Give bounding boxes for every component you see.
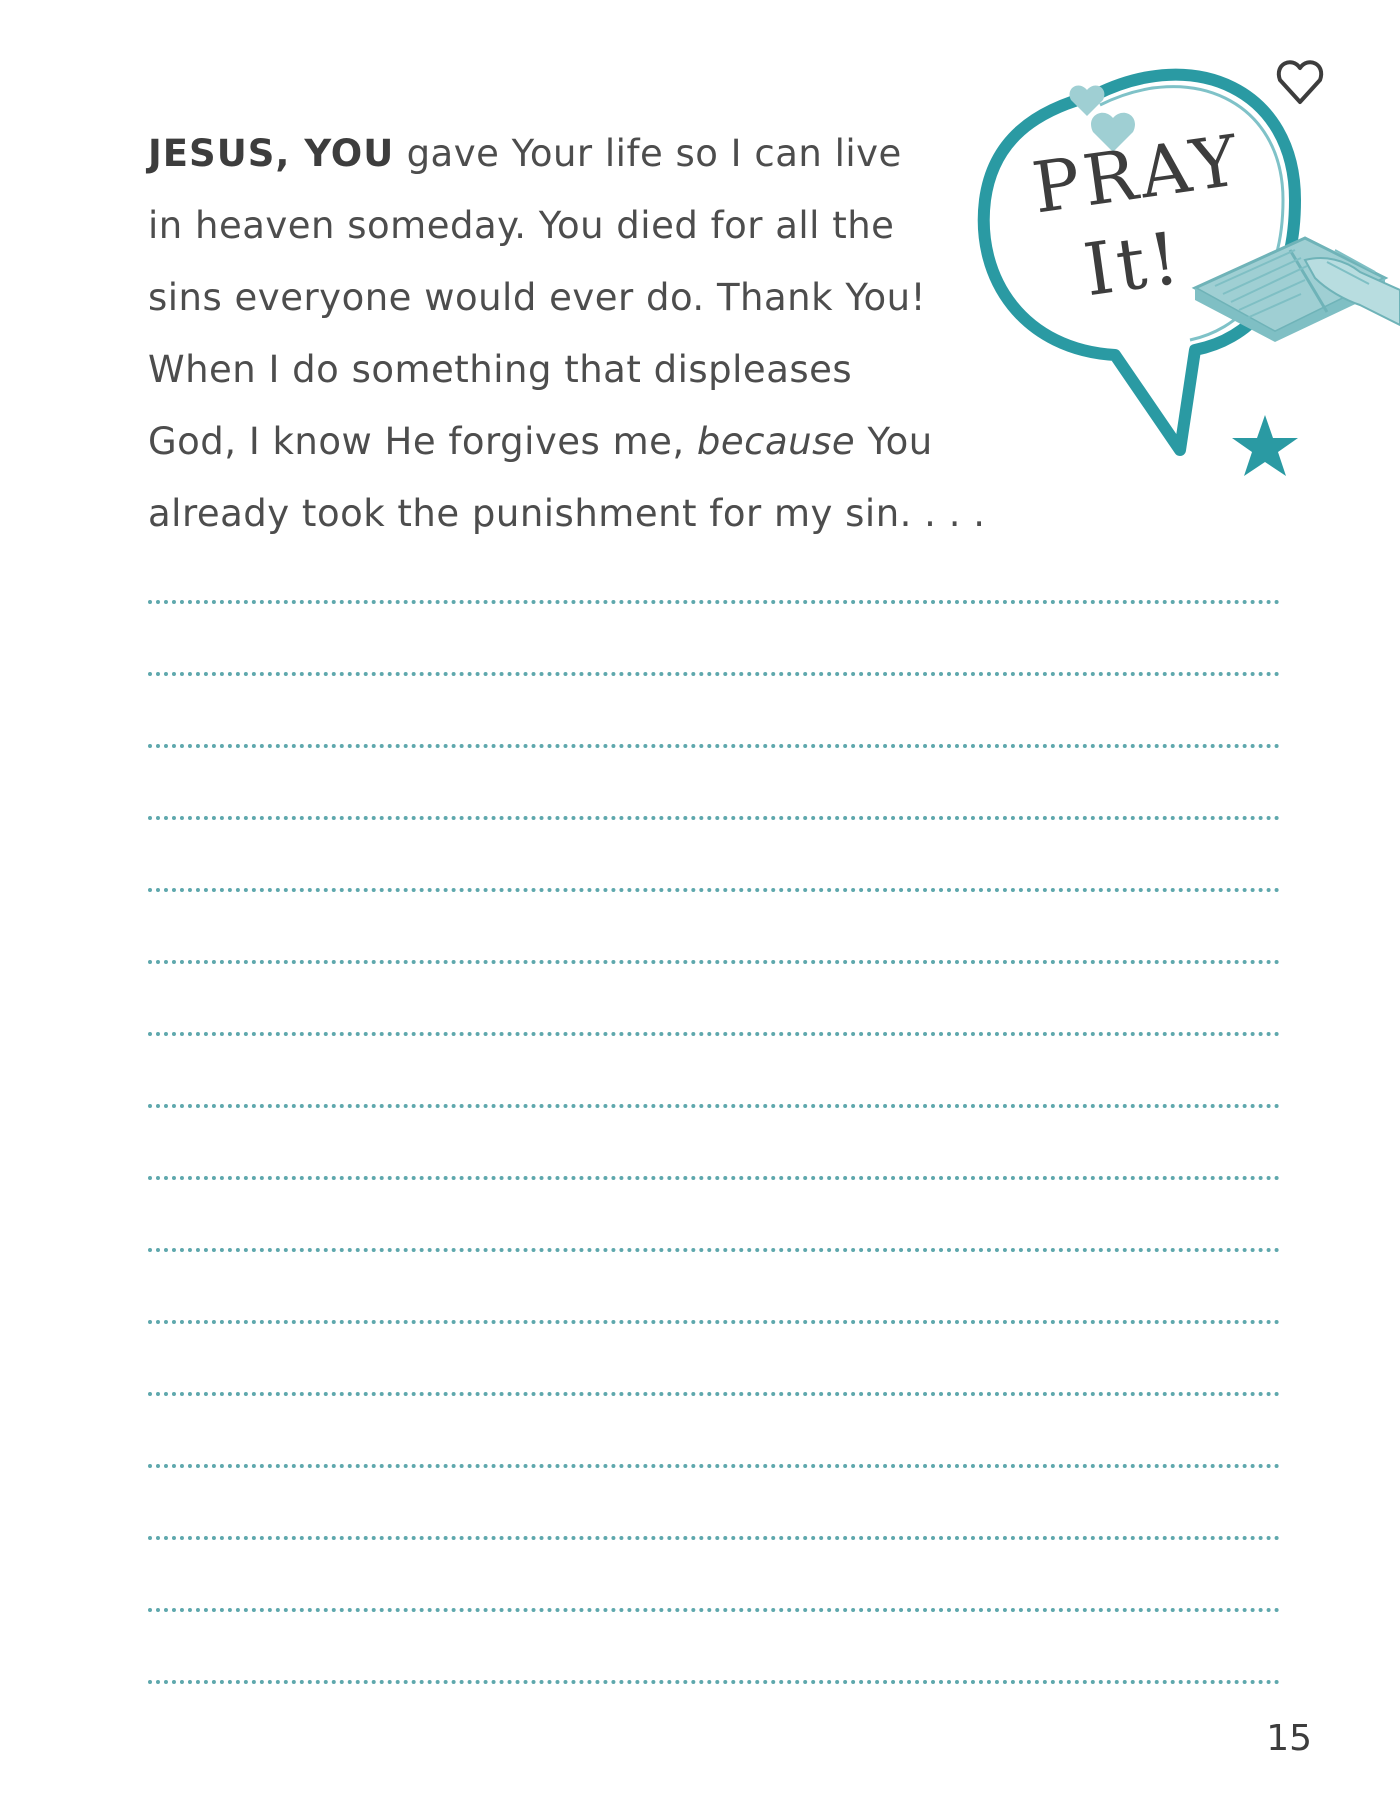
page-number: 15 [1266, 1718, 1312, 1759]
heart-icon [1070, 85, 1105, 116]
writing-line[interactable] [148, 1176, 1280, 1248]
writing-line[interactable] [148, 1464, 1280, 1536]
badge-line-1: PRAY [1027, 119, 1247, 230]
writing-lines[interactable] [148, 600, 1280, 1752]
prayer-line-3: sins everyone would ever do. Thank You! [148, 276, 926, 319]
prayer-text [148, 118, 1048, 550]
pray-it-badge [965, 50, 1400, 490]
prayer-line-5-end: You [867, 420, 933, 463]
prayer-line-5 [148, 406, 1048, 478]
prayer-line-2: in heaven someday. You died for all the [148, 204, 895, 247]
prayer-line-1-text: gave Your life so I can live [406, 132, 902, 175]
badge-line-2: It! [1078, 215, 1188, 313]
writing-line[interactable] [148, 1248, 1280, 1320]
star-icon [1232, 415, 1298, 476]
writing-line[interactable] [148, 744, 1280, 816]
writing-line[interactable] [148, 1536, 1280, 1608]
writing-line[interactable] [148, 1032, 1280, 1104]
writing-line[interactable] [148, 1320, 1280, 1392]
writing-line[interactable] [148, 600, 1280, 672]
prayer-lead: JESUS, YOU [148, 132, 395, 175]
heart-outline-icon [1279, 62, 1321, 102]
writing-line[interactable] [148, 1680, 1280, 1752]
writing-line[interactable] [148, 672, 1280, 744]
writing-line[interactable] [148, 816, 1280, 888]
prayer-line-4: When I do something that displeases [148, 348, 853, 391]
writing-line[interactable] [148, 1392, 1280, 1464]
prayer-line-5-italic: because [696, 420, 856, 463]
prayer-line-5-start: God, I know He forgives me, [148, 420, 685, 463]
prayer-line-1 [148, 118, 1048, 190]
writing-line[interactable] [148, 960, 1280, 1032]
writing-line[interactable] [148, 888, 1280, 960]
prayer-line-6: already took the punishment for my sin. . . . [148, 492, 986, 535]
writing-line[interactable] [148, 1104, 1280, 1176]
writing-line[interactable] [148, 1608, 1280, 1680]
